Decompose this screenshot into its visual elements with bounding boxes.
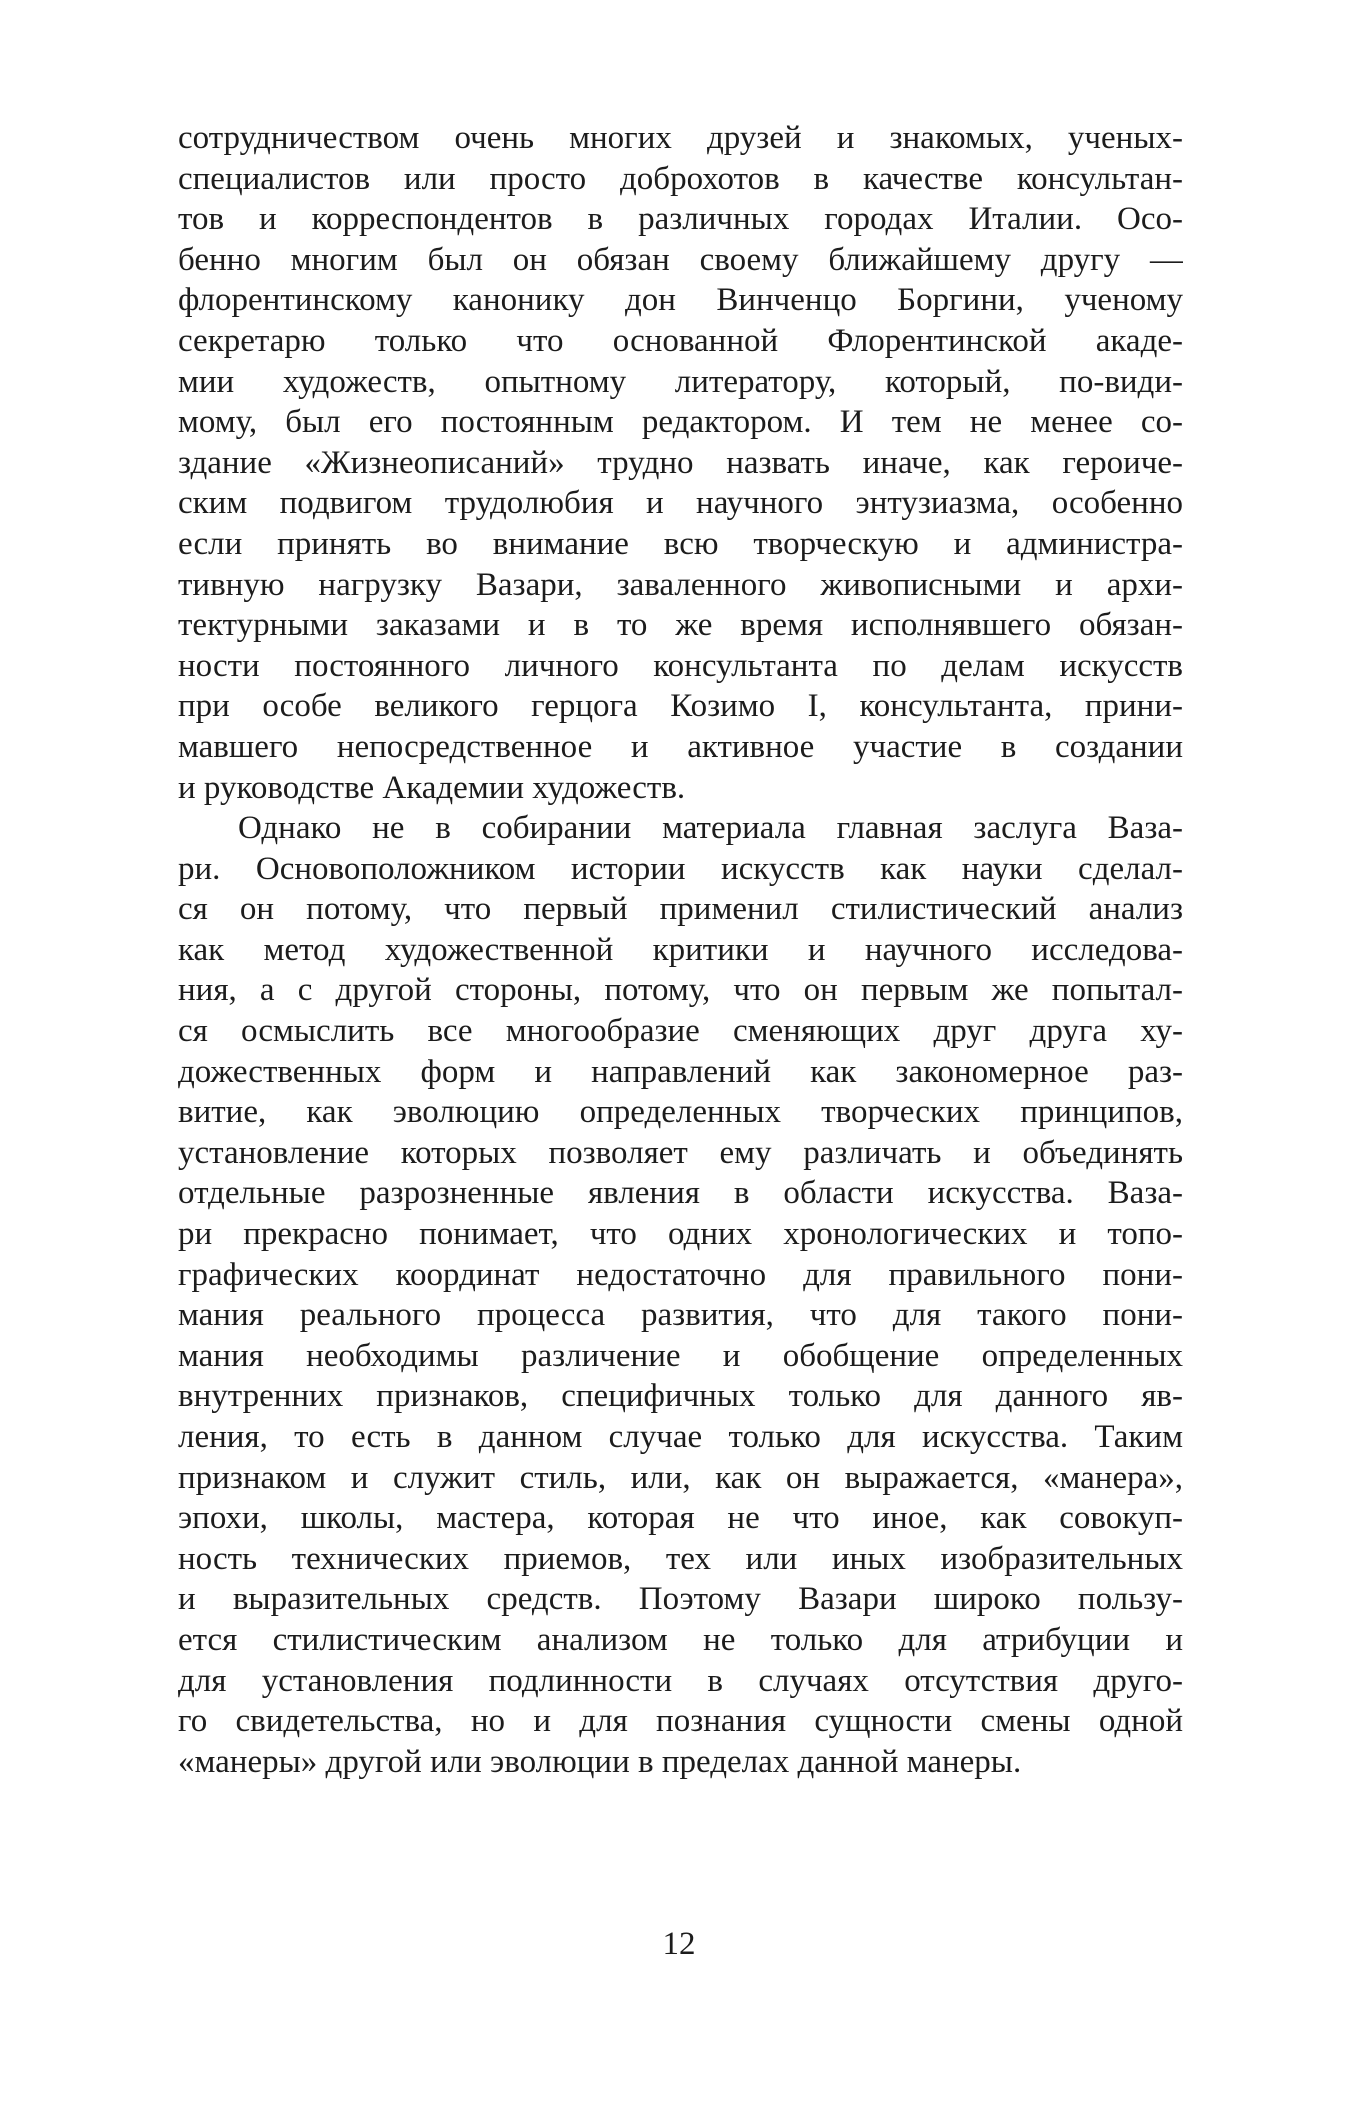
text-line: секретарю только что основанной Флорентинской акаде-	[178, 322, 1183, 359]
text-line: ется стилистическим анализом не только для атрибуции и	[178, 1621, 1183, 1658]
text-line: для установления подлинности в случаях отсутствия друго-	[178, 1662, 1183, 1699]
text-line: Однако не в собирании материала главная заслуга Ваза-	[238, 810, 1183, 847]
text-line: тектурными заказами и в то же время исполнявшего обязан-	[178, 607, 1183, 644]
text-line: «манеры» другой или эволюции в пределах данной манеры.	[178, 1743, 1022, 1780]
text-line: здание «Жизнеописаний» трудно назвать иначе, как героиче-	[178, 444, 1183, 481]
text-line: ри. Основоположником истории искусств как науки сделал-	[178, 850, 1183, 887]
text-line: витие, как эволюцию определенных творческих принципов,	[178, 1094, 1183, 1131]
text-line: мания необходимы различение и обобщение определенных	[178, 1337, 1183, 1374]
text-line: тивную нагрузку Вазари, заваленного живописными и архи-	[178, 566, 1183, 603]
text-line: ности постоянного личного консультанта по делам искусств	[178, 647, 1183, 684]
paragraph	[178, 808, 1183, 1782]
text-line: установление которых позволяет ему различать и объединять	[178, 1134, 1183, 1171]
text-line: при особе великого герцога Козимо I, консультанта, прини-	[178, 688, 1183, 725]
text-line: эпохи, школы, мастера, которая не что иное, как совокуп-	[178, 1500, 1183, 1537]
text-line: мому, был его постоянным редактором. И тем не менее со-	[178, 404, 1183, 441]
text-line: сотрудничеством очень многих друзей и знакомых, ученых-	[178, 120, 1183, 156]
text-line: мии художеств, опытному литератору, который, по-види-	[178, 363, 1183, 400]
text-line: ления, то есть в данном случае только для искусства. Таким	[178, 1419, 1183, 1455]
text-line: как метод художественной критики и научного исследова-	[178, 931, 1183, 968]
text-line: ния, а с другой стороны, потому, что он первым же попытал-	[178, 972, 1183, 1009]
text-line: мания реального процесса развития, что для такого пони-	[178, 1297, 1183, 1334]
text-line: ским подвигом трудолюбия и научного энтузиазма, особенно	[178, 485, 1183, 522]
text-line: го свидетельства, но и для познания сущности смены одной	[178, 1703, 1183, 1740]
paragraph	[178, 118, 1183, 808]
text-line: специалистов или просто доброхотов в качестве консультан-	[178, 160, 1183, 197]
text-line: признаком и служит стиль, или, как он выражается, «манера»,	[178, 1459, 1183, 1496]
text-line: ри прекрасно понимает, что одних хронологических и топо-	[178, 1216, 1183, 1253]
page-number: 12	[662, 1926, 696, 1962]
body-text	[178, 118, 1183, 1782]
text-line: ность технических приемов, тех или иных изобразительных	[178, 1540, 1183, 1577]
text-line: ся он потому, что первый применил стилистический анализ	[178, 891, 1183, 928]
text-line: внутренних признаков, специфичных только для данного яв-	[178, 1378, 1183, 1415]
text-line: отдельные разрозненные явления в области искусства. Ваза-	[178, 1175, 1183, 1212]
text-line: если принять во внимание всю творческую и администра-	[178, 525, 1183, 562]
text-line: ся осмыслить все многообразие сменяющих друг друга ху-	[178, 1013, 1183, 1050]
text-line: мавшего непосредственное и активное участие в создании	[178, 728, 1183, 765]
text-line: бенно многим был он обязан своему ближайшему другу —	[178, 241, 1183, 278]
text-line: тов и корреспондентов в различных городах Италии. Осо-	[178, 201, 1183, 238]
text-line: флорентинскому канонику дон Винченцо Боргини, ученому	[178, 282, 1183, 319]
text-line: дожественных форм и направлений как закономерное раз-	[178, 1053, 1183, 1090]
text-line: и выразительных средств. Поэтому Вазари широко пользу-	[178, 1581, 1183, 1618]
text-line: графических координат недостаточно для правильного пони-	[178, 1256, 1183, 1293]
text-line: и руководстве Академии художеств.	[178, 769, 686, 806]
